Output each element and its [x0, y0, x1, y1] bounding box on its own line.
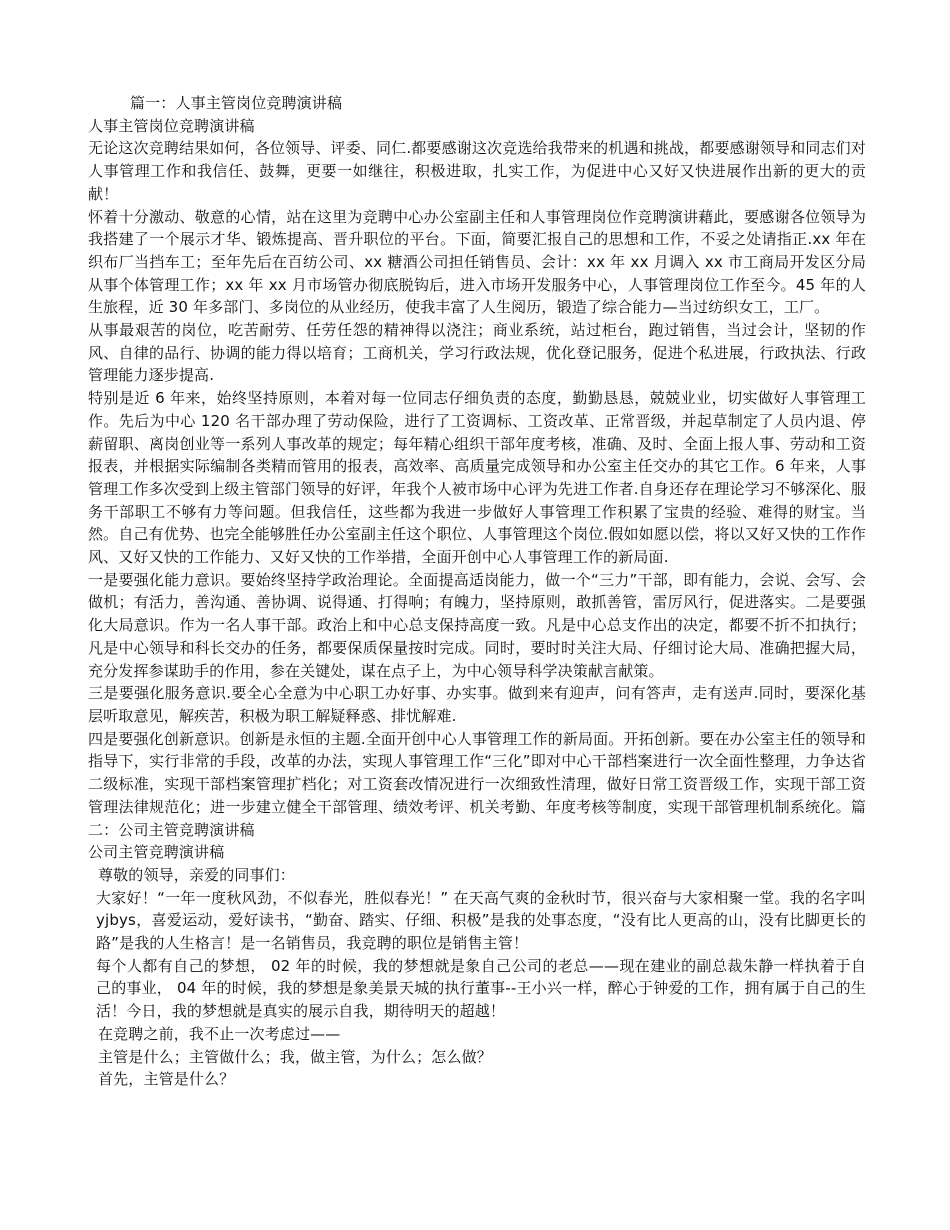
paragraph: 特别是近 6 年来，始终坚持原则，本着对每一位同志仔细负责的态度，勤勤恳恳，兢兢业业，切实做好人事管理工作。先后为中心 120 名干部办理了劳动保险，进行了工资调标、工资改革、正常晋级，并起草制定了人员内退、停薪留职、离岗创业等一系列人事改革的规定；每年精心组织干部年度考核，准确、及时、全面上报人事、劳动和工资报表，并根据实际编制各类精而管用的报表，高效率、高质量完成领导和办公室主任交办的其它工作。6 年来，人事管理工作多次受到上级主管部门领导的好评，年我个人被市场中心评为先进工作者.自身还存在理论学习不够深化、服务干部职工不够有力等问题。但我信任，这些都为我进一步做好人事管理工作积累了宝贵的经验、难得的财宝。当然。自己有优势、也完全能够胜任办公室副主任这个职位、人事管理这个岗位.假如如愿以偿，将以又好又快的工作作风、又好又快的工作能力、又好又快的工作举措，全面开创中心人事管理工作的新局面. — [88, 389, 866, 567]
paragraph: 一是要强化能力意识。要始终坚持学政治理论。全面提高适岗能力，做一个“三力”干部，即有能力，会说、会写、会做机；有活力，善沟通、善协调、说得通、打得响；有魄力，坚持原则，敢抓善管，雷厉风行，促进落实。二是要强化大局意识。作为一名人事干部。政治上和中心总支保持高度一致。凡是中心总支作出的决定，都要不折不扣执行；凡是中心领导和科长交办的任务，都要保质保量按时完成。同时，要时时关注大局、仔细讨论大局、准确把握大局，充分发挥参谋助手的作用，参在关键处，谋在点子上，为中心领导科学决策献言献策。 — [88, 570, 866, 680]
document-body — [88, 92, 866, 1091]
paragraph: 从事最艰苦的岗位，吃苦耐劳、任劳任怨的精神得以浇注；商业系统，站过柜台，跑过销售，当过会计，坚韧的作风、自律的品行、协调的能力得以培育；工商机关，学习行政法规，优化登记服务，促进个私进展，行政执法、行政管理能力逐步提高. — [88, 321, 866, 385]
paragraph: 在竞聘之前，我不止一次考虑过—— — [98, 1024, 341, 1043]
paragraph: 尊敬的领导，亲爱的同事们： — [98, 865, 295, 884]
section-heading: 篇一：人事主管岗位竞聘演讲稿 — [130, 94, 343, 112]
paragraph: 公司主管竞聘演讲稿 — [88, 843, 225, 862]
paragraph: 怀着十分激动、敬意的心情，站在这里为竞聘中心办公室副主任和人事管理岗位作竞聘演讲藉此，要感谢各位领导为我搭建了一个展示才华、锻炼提高、晋升职位的平台。下面，简要汇报自己的思想和工作，不妥之处请指正.xx 年在织布厂当挡车工；至年先后在百纺公司、xx 糖酒公司担任销售员、会计：xx 年 xx 月调入 xx 市工商局开发区分局从事个体管理工作；xx 年 xx 月市场管办彻底脱钩后，进入市场开发服务中心，人事管理岗位工作至今。45 年的人生旅程，近 30 年多部门、多岗位的从业经历，使我丰富了人生阅历，锻造了综合能力—当过纺织女工，工厂。 — [88, 207, 866, 317]
paragraph: 每个人都有自己的梦想， 02 年的时候，我的梦想就是象自己公司的老总——现在建业的副总裁朱静一样执着于自己的事业， 04 年的时候，我的梦想是象美景天城的执行董事--王小兴一样，醉心于钟爱的工作，拥有属于自己的生活！今日，我的梦想就是真实的展示自我，期待明天的超越！ — [96, 956, 866, 1021]
paragraph: 无论这次竞聘结果如何，各位领导、评委、同仁.都要感谢这次竞选给我带来的机遇和挑战，都要感谢领导和同志们对人事管理工作和我信任、鼓舞，更要一如继往，积极进取，扎实工作，为促进中心又好又快进展作出新的更大的贡献！ — [88, 139, 866, 203]
paragraph: 人事主管岗位竞聘演讲稿 — [88, 116, 255, 135]
paragraph: 首先，主管是什么？ — [98, 1070, 235, 1089]
paragraph: 三是要强化服务意识.要全心全意为中心职工办好事、办实事。做到来有迎声，问有答声，走有送声.同时，要深化基层听取意见，解疾苦，积极为职工解疑释惑、排忧解难. — [88, 684, 866, 725]
paragraph: 四是要强化创新意识。创新是永恒的主题.全面开创中心人事管理工作的新局面。开拓创新。要在办公室主任的领导和指导下，实行非常的手段，改革的办法，实现人事管理工作“三化”即对中心干部档案进行一次全面性整理，力争达省二级标准，实现干部档案管理扩档化；对工资套改情况进行一次细致性清理，做好日常工资晋级工作，实现干部工资管理法律规范化；进一步建立健全干部管理、绩效考评、机关考勤、年度考核等制度，实现干部管理机制系统化。篇二：公司主管竞聘演讲稿 — [88, 729, 866, 839]
paragraph: 主管是什么；主管做什么；我，做主管，为什么；怎么做？ — [98, 1047, 492, 1066]
paragraph: 大家好！“一年一度秋风劲，不似春光，胜似春光！” 在天高气爽的金秋时节，很兴奋与大家相聚一堂。我的名字叫 yjbys，喜爱运动，爱好读书，“勤奋、踏实、仔细、积极”是我的处事态度，“没有比人更高的山，没有比脚更长的路”是我的人生格言！是一名销售员，我竞聘的职位是销售主管！ — [96, 888, 866, 953]
